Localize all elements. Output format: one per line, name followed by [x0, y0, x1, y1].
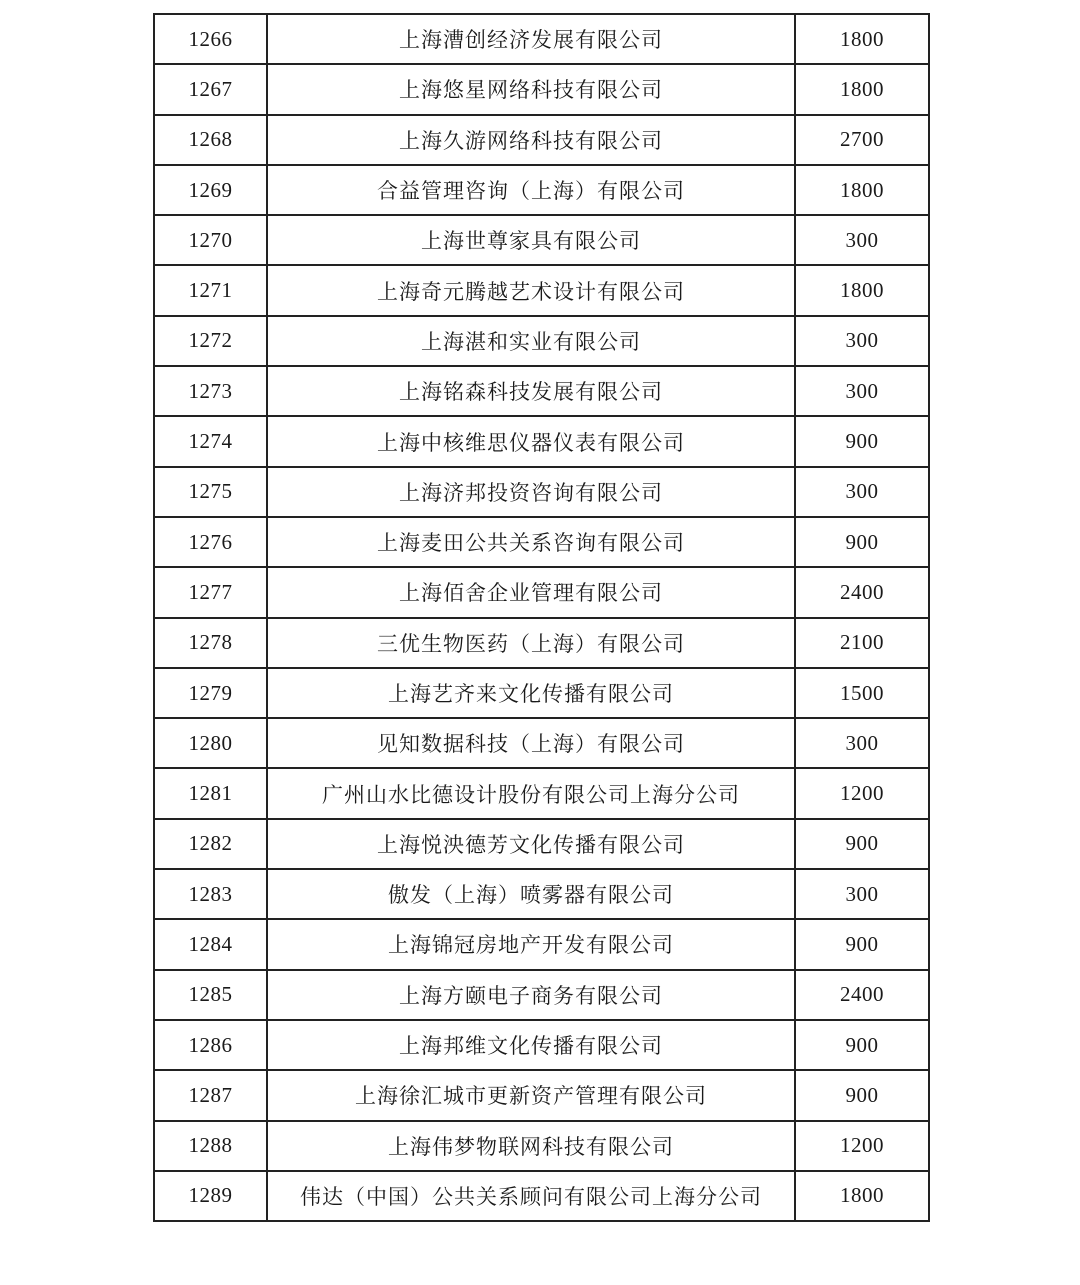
row-number-cell: 1288 [154, 1121, 267, 1171]
row-number-cell: 1269 [154, 165, 267, 215]
company-name-cell: 上海漕创经济发展有限公司 [267, 14, 795, 64]
table-body [154, 14, 929, 1221]
row-number-cell: 1282 [154, 819, 267, 869]
company-name-cell: 上海邦维文化传播有限公司 [267, 1020, 795, 1070]
row-number-cell: 1286 [154, 1020, 267, 1070]
table-row [154, 64, 929, 114]
company-name-cell: 上海伟梦物联网科技有限公司 [267, 1121, 795, 1171]
amount-cell: 300 [795, 869, 929, 919]
company-name-cell: 上海徐汇城市更新资产管理有限公司 [267, 1070, 795, 1120]
table-row [154, 14, 929, 64]
amount-cell: 300 [795, 467, 929, 517]
amount-cell: 1500 [795, 668, 929, 718]
row-number-cell: 1277 [154, 567, 267, 617]
table-row [154, 869, 929, 919]
row-number-cell: 1275 [154, 467, 267, 517]
row-number-cell: 1287 [154, 1070, 267, 1120]
amount-cell: 2400 [795, 567, 929, 617]
amount-cell: 900 [795, 1070, 929, 1120]
company-name-cell: 上海艺齐来文化传播有限公司 [267, 668, 795, 718]
table-row [154, 718, 929, 768]
table-row [154, 1121, 929, 1171]
amount-cell: 900 [795, 1020, 929, 1070]
amount-cell: 2700 [795, 115, 929, 165]
row-number-cell: 1285 [154, 970, 267, 1020]
amount-cell: 2100 [795, 618, 929, 668]
table-row [154, 618, 929, 668]
company-name-cell: 上海悠星网络科技有限公司 [267, 64, 795, 114]
company-name-cell: 上海方颐电子商务有限公司 [267, 970, 795, 1020]
row-number-cell: 1272 [154, 316, 267, 366]
company-name-cell: 上海湛和实业有限公司 [267, 316, 795, 366]
company-name-cell: 上海久游网络科技有限公司 [267, 115, 795, 165]
amount-cell: 300 [795, 718, 929, 768]
company-name-cell: 合益管理咨询（上海）有限公司 [267, 165, 795, 215]
table-row [154, 970, 929, 1020]
table-row [154, 366, 929, 416]
company-name-cell: 上海麦田公共关系咨询有限公司 [267, 517, 795, 567]
table-row [154, 115, 929, 165]
company-list-table-container [153, 13, 928, 1222]
table-row [154, 819, 929, 869]
row-number-cell: 1270 [154, 215, 267, 265]
amount-cell: 1800 [795, 14, 929, 64]
row-number-cell: 1280 [154, 718, 267, 768]
company-name-cell: 傲发（上海）喷雾器有限公司 [267, 869, 795, 919]
table-row [154, 668, 929, 718]
row-number-cell: 1281 [154, 768, 267, 818]
table-row [154, 919, 929, 969]
company-name-cell: 见知数据科技（上海）有限公司 [267, 718, 795, 768]
table-row [154, 416, 929, 466]
company-list-table [153, 13, 930, 1222]
row-number-cell: 1276 [154, 517, 267, 567]
table-row [154, 1070, 929, 1120]
row-number-cell: 1273 [154, 366, 267, 416]
amount-cell: 1200 [795, 768, 929, 818]
company-name-cell: 伟达（中国）公共关系顾问有限公司上海分公司 [267, 1171, 795, 1221]
amount-cell: 900 [795, 819, 929, 869]
amount-cell: 1800 [795, 1171, 929, 1221]
amount-cell: 900 [795, 919, 929, 969]
table-row [154, 467, 929, 517]
company-name-cell: 上海佰舍企业管理有限公司 [267, 567, 795, 617]
table-row [154, 1020, 929, 1070]
company-name-cell: 三优生物医药（上海）有限公司 [267, 618, 795, 668]
table-row [154, 768, 929, 818]
company-name-cell: 上海锦冠房地产开发有限公司 [267, 919, 795, 969]
row-number-cell: 1271 [154, 265, 267, 315]
table-row [154, 567, 929, 617]
row-number-cell: 1283 [154, 869, 267, 919]
amount-cell: 300 [795, 316, 929, 366]
company-name-cell: 上海奇元腾越艺术设计有限公司 [267, 265, 795, 315]
table-row [154, 265, 929, 315]
amount-cell: 2400 [795, 970, 929, 1020]
amount-cell: 300 [795, 366, 929, 416]
amount-cell: 1800 [795, 64, 929, 114]
table-row [154, 165, 929, 215]
table-row [154, 215, 929, 265]
row-number-cell: 1274 [154, 416, 267, 466]
company-name-cell: 上海铭森科技发展有限公司 [267, 366, 795, 416]
company-name-cell: 广州山水比德设计股份有限公司上海分公司 [267, 768, 795, 818]
amount-cell: 900 [795, 416, 929, 466]
row-number-cell: 1289 [154, 1171, 267, 1221]
company-name-cell: 上海世尊家具有限公司 [267, 215, 795, 265]
row-number-cell: 1267 [154, 64, 267, 114]
amount-cell: 1200 [795, 1121, 929, 1171]
amount-cell: 1800 [795, 165, 929, 215]
row-number-cell: 1268 [154, 115, 267, 165]
company-name-cell: 上海悦泱德芳文化传播有限公司 [267, 819, 795, 869]
amount-cell: 1800 [795, 265, 929, 315]
row-number-cell: 1279 [154, 668, 267, 718]
company-name-cell: 上海济邦投资咨询有限公司 [267, 467, 795, 517]
company-name-cell: 上海中核维思仪器仪表有限公司 [267, 416, 795, 466]
table-row [154, 1171, 929, 1221]
row-number-cell: 1278 [154, 618, 267, 668]
amount-cell: 900 [795, 517, 929, 567]
table-row [154, 316, 929, 366]
amount-cell: 300 [795, 215, 929, 265]
table-row [154, 517, 929, 567]
row-number-cell: 1266 [154, 14, 267, 64]
row-number-cell: 1284 [154, 919, 267, 969]
